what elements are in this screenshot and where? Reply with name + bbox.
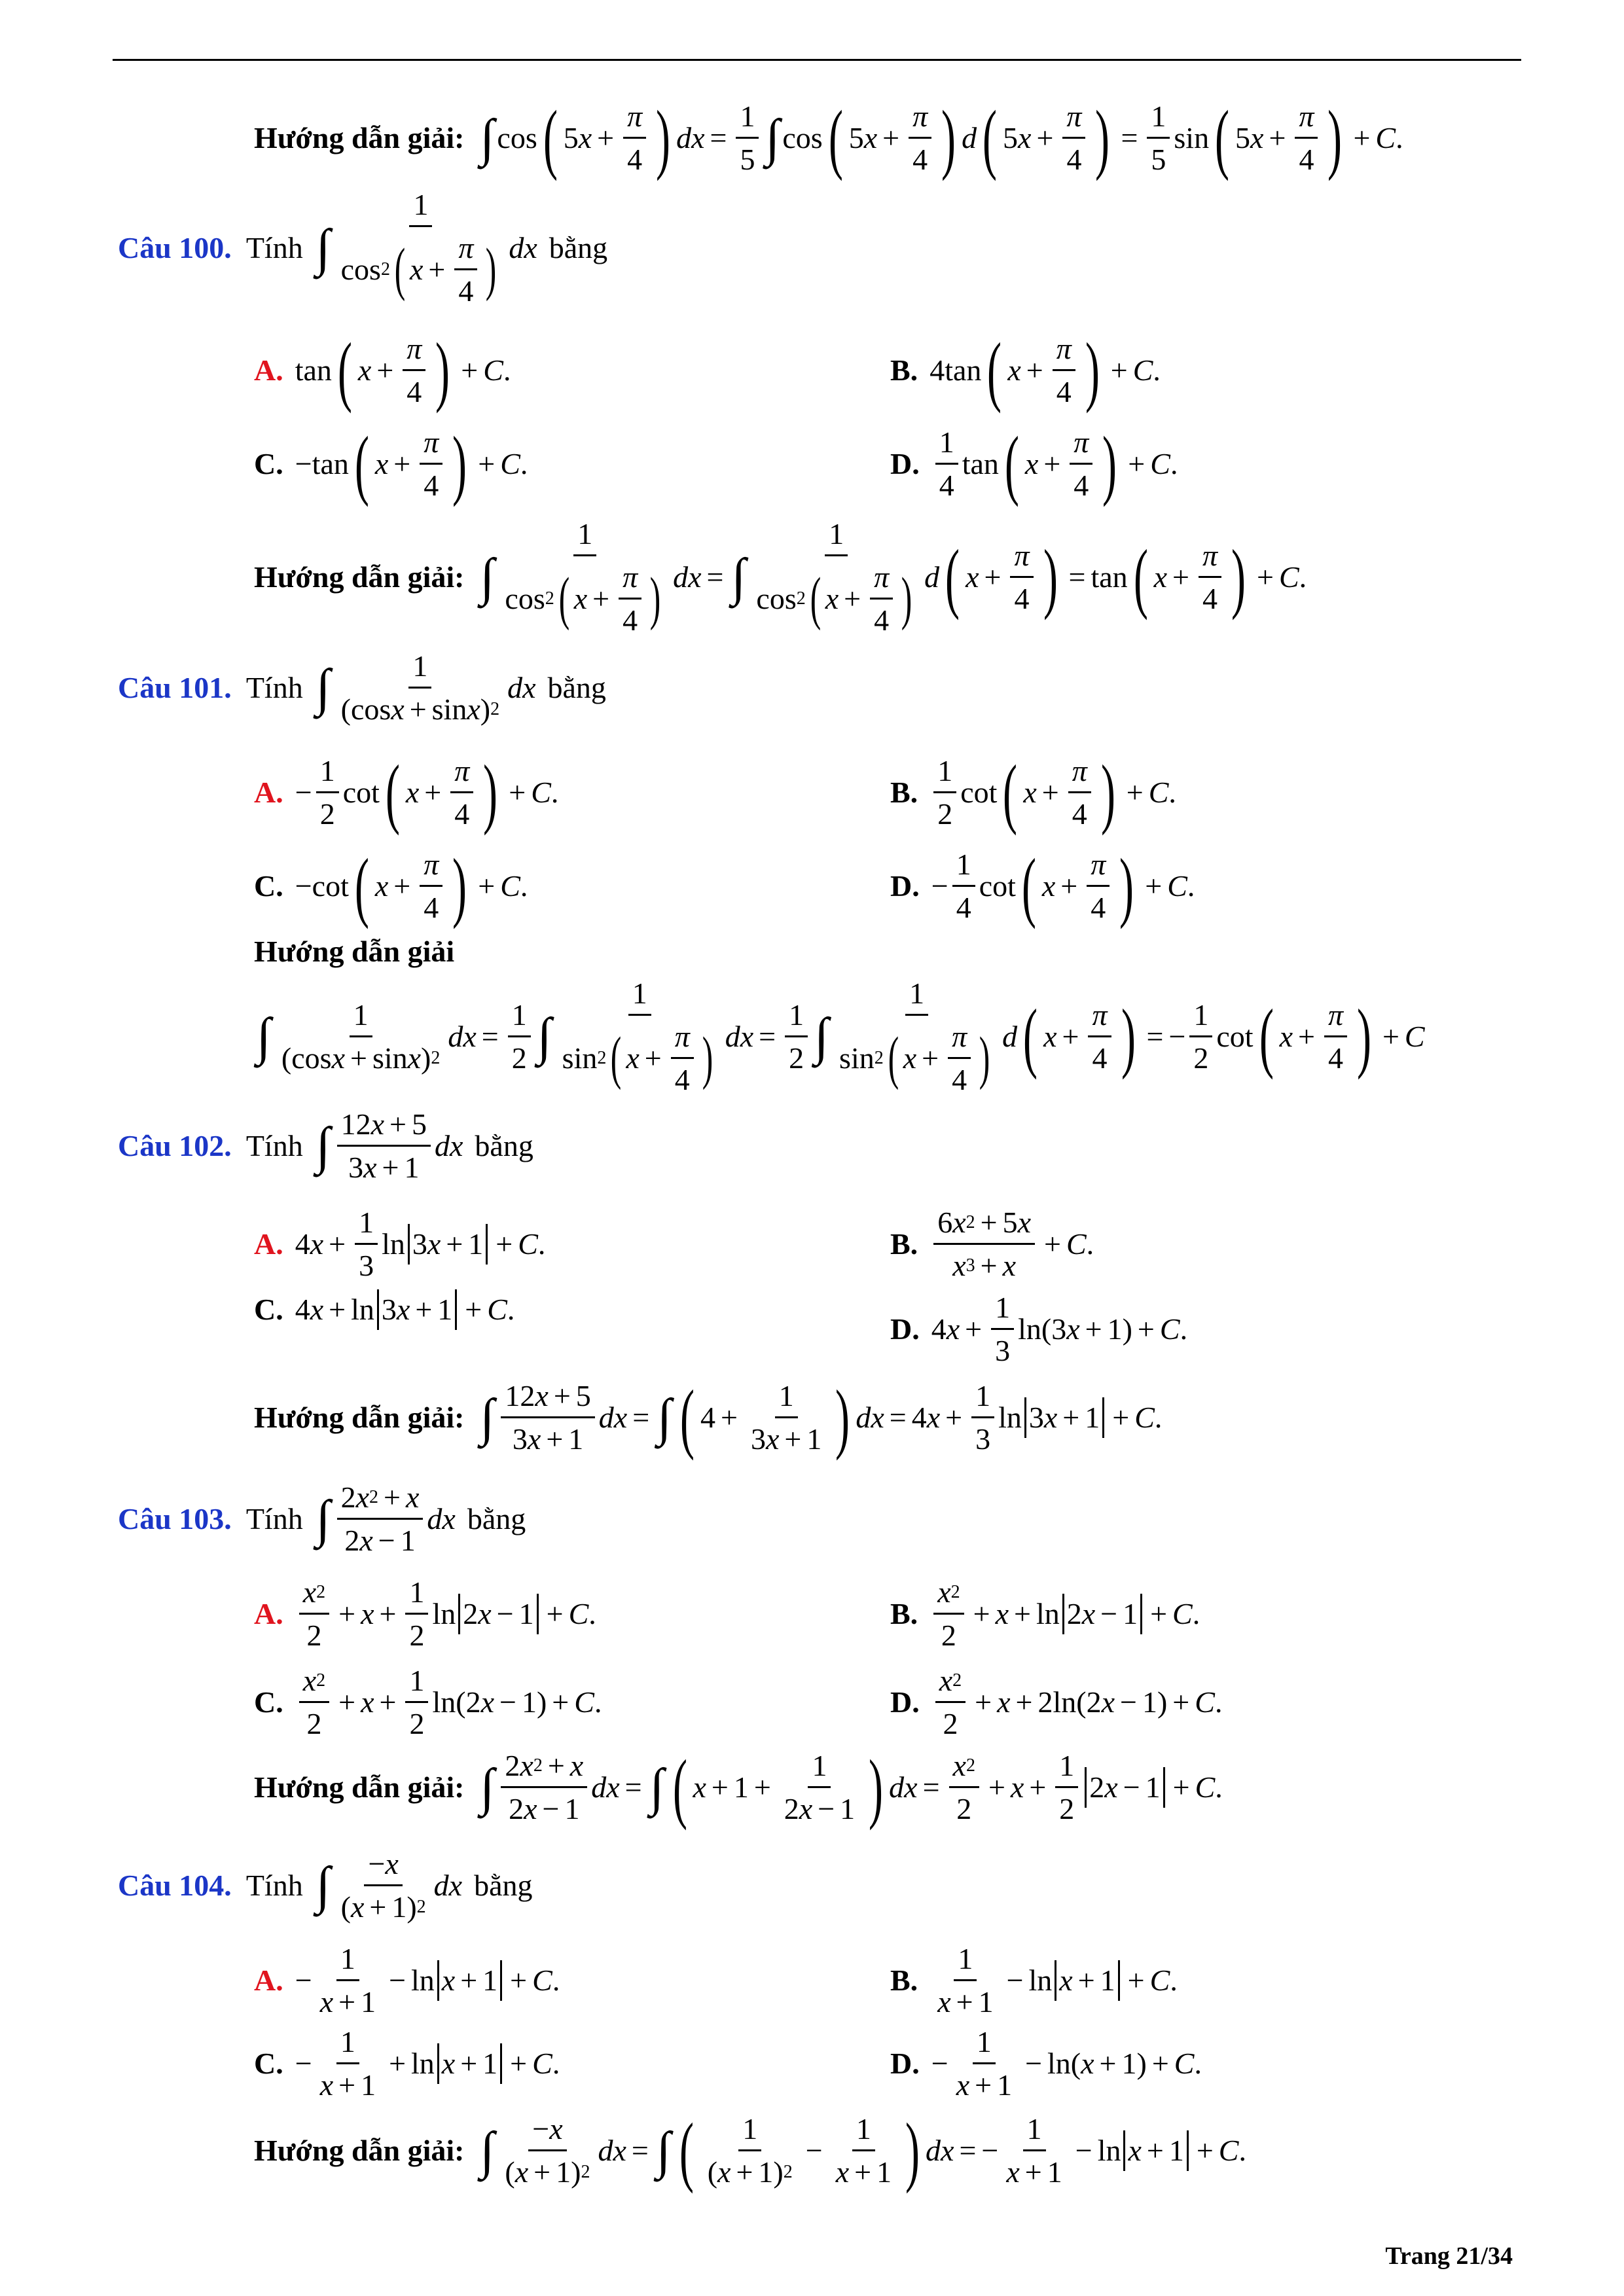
option-103-b[interactable]: B. x 2 2 + x + ln 2 x − 1 + C . — [890, 1575, 1200, 1653]
option-100-c[interactable]: C. −tan ( x + $\frac{\pi}{4}$ ) + C . — [254, 420, 528, 507]
guide-103: Hướng dẫn giải: ∫ 2 x 2 + x 2 x − 1 dx = ∫ ( x + 1 + 1 2 x − 1 ) dx = x 2 2 + x + $\frac{1}{2}$ 2 x − 1 + C . — [254, 1743, 1223, 1831]
option-100-d[interactable]: D. $\frac{1}{4}$ tan ( x + $\frac{\pi}{4}$ ) + C . — [890, 420, 1178, 507]
option-101-d[interactable]: D. − $\frac{1}{4}$ cot ( x + $\frac{\pi}{4}$ ) + C . — [890, 842, 1195, 929]
guide-104: Hướng dẫn giải: ∫ − x ( x + 1) 2 dx = ∫ ( 1 ( x + 1) 2 − 1 x + 1 ) dx = − 1 x + 1 − ln x + 1 + C . — [254, 2106, 1246, 2194]
option-100-b[interactable]: B. 4tan ( x + $\frac{\pi}{4}$ ) + C . — [890, 326, 1161, 414]
option-102-b[interactable]: B. 6 x 2 + 5 x x 3 + x + C . — [890, 1206, 1094, 1283]
top-rule — [113, 59, 1521, 61]
option-101-b[interactable]: B. $\frac{1}{2}$ cot ( x + $\frac{\pi}{4}$ ) + C . — [890, 748, 1176, 836]
guide-100: Hướng dẫn giải: ∫ 1 cos 2 ( x + $\frac{\pi}{4}$ ) dx = ∫ 1 cos 2 ( x + $\frac{\pi}{4}$ ) d ( x + $\frac{\pi}{4}$ ) = tan ( x + $\frac{\pi}{4}$ ) + C . — [254, 517, 1307, 637]
question-102: Câu 102. Tính ∫ 12 x + 5 3 x + 1 dx bằng — [118, 1107, 533, 1185]
option-103-d[interactable]: D. x 2 2 + x + 2ln(2 x − 1) + C . — [890, 1664, 1223, 1741]
option-102-c[interactable]: C. 4 x + ln 3 x + 1 + C . — [254, 1289, 514, 1330]
page-number: Trang 21/34 — [1385, 2242, 1513, 2270]
question-101: Câu 101. Tính ∫ 1 (cos x + sin x ) 2 dx bằng — [118, 649, 606, 726]
option-104-c[interactable]: C. − 1 x + 1 + ln x + 1 + C . — [254, 2025, 560, 2102]
question-103: Câu 103. Tính ∫ 2 x 2 + x 2 x − 1 dx bằng — [118, 1480, 526, 1558]
guide-102: Hướng dẫn giải: ∫ 12 x + 5 3 x + 1 dx = ∫ ( 4 + 1 3 x + 1 ) dx = 4 x + $\frac{1}{3}$ ln 3 x + 1 + C . — [254, 1373, 1163, 1461]
formula: ∫ cos ( 5 x + $\frac{\pi}{4}$ ) dx = $\frac{1}{5}$ ∫ cos ( 5 x + $\frac{\pi}{4}$ ) d ( 5 x + $\frac{\pi}{4}$ ) = $\frac{1}{5}$ sin ( 5 x + $\frac{\pi}{4}$ ) + C . — [480, 94, 1403, 181]
guide-101: ∫ 1 (cos x + sin x ) 2 dx = $\frac{1}{2}$ ∫ 1 sin 2 ( x + $\frac{\pi}{4}$ ) dx = $\frac{1}{2}$ ∫ 1 sin 2 ( x + $\frac{\pi}{4}$ ) d ( x + $\frac{\pi}{4}$ ) = − $\frac{1}{2}$ cot ( x + $\frac{\pi}{4}$ ) + C — [257, 977, 1425, 1097]
option-103-a[interactable]: A. x 2 2 + x + $\frac{1}{2}$ ln 2 x − 1 + C . — [254, 1575, 596, 1653]
option-100-a[interactable]: A. tan ( x + $\frac{\pi}{4}$ ) + C . — [254, 326, 511, 414]
option-101-c[interactable]: C. −cot ( x + $\frac{\pi}{4}$ ) + C . — [254, 842, 528, 929]
option-104-a[interactable]: A. − 1 x + 1 − ln x + 1 + C . — [254, 1942, 560, 2019]
option-104-d[interactable]: D. − 1 x + 1 − ln( x + 1) + C . — [890, 2025, 1202, 2102]
option-104-b[interactable]: B. 1 x + 1 − ln x + 1 + C . — [890, 1942, 1178, 2019]
guide-99 — [254, 94, 1403, 181]
option-101-a[interactable]: A. − $\frac{1}{2}$ cot ( x + $\frac{\pi}{4}$ ) + C . — [254, 748, 559, 836]
question-104: Câu 104. Tính ∫ − x ( x + 1) 2 dx bằng — [118, 1847, 533, 1924]
guide-label: Hướng dẫn giải: — [254, 121, 465, 155]
guide-101-label: Hướng dẫn giải — [254, 935, 455, 968]
option-103-c[interactable]: C. x 2 2 + x + $\frac{1}{2}$ ln(2 x − 1) + C . — [254, 1664, 602, 1741]
question-label: Câu 100. — [118, 231, 232, 265]
question-100: Câu 100. Tính ∫ 1 cos 2 ( x + $\frac{\pi}{4}$ ) dx bằng — [118, 188, 608, 308]
option-102-a[interactable]: A. 4 x + $\frac{1}{3}$ ln 3 x + 1 + C . — [254, 1206, 546, 1283]
option-102-d[interactable]: D. 4 x + $\frac{1}{3}$ ln(3 x + 1) + C . — [890, 1291, 1188, 1368]
